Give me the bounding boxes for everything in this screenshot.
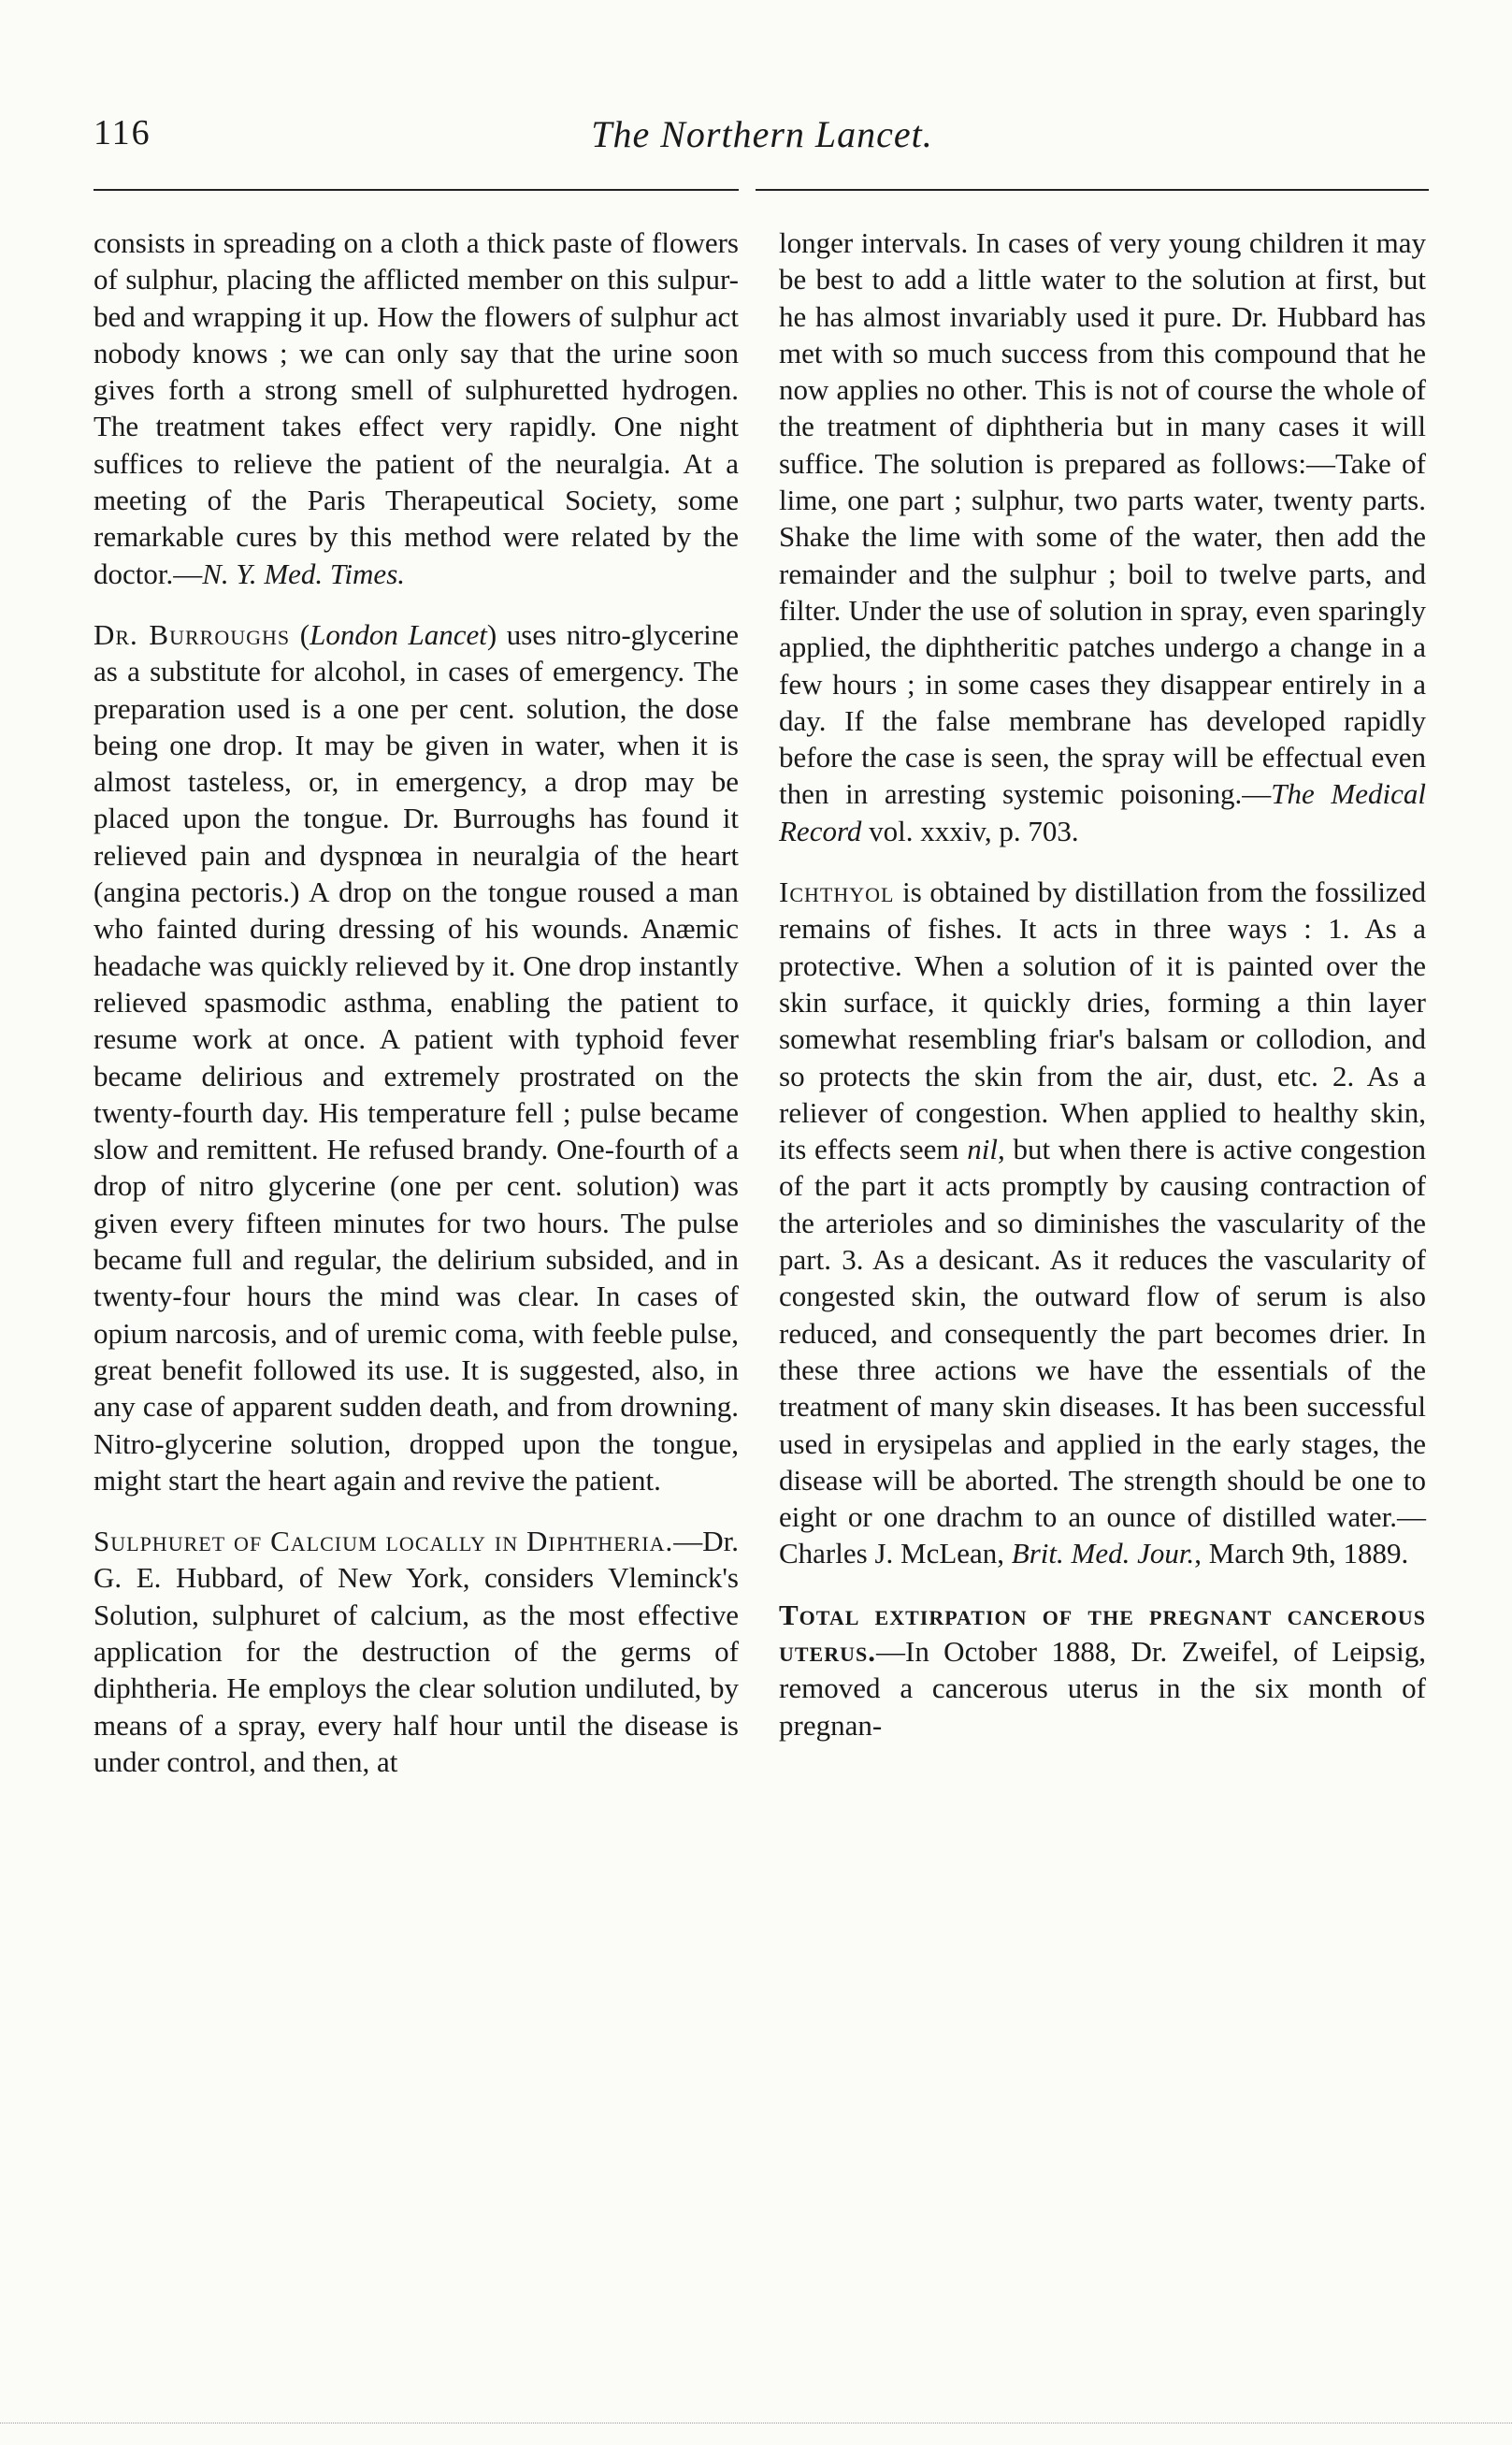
paragraph-text: consists in spreading on a cloth a thick paste of flowers of sulphur, placing the afflicted member on this sulpur-bed and wrapping it up. How the flowers of sulphur act nobody knows ; we can only say that the urine soon gives forth a strong smell of sulphuretted hydrogen. The treatment takes effect very rapidly. One night suffices to relieve the patient of the neuralgia. At a meeting of the Paris Therapeutical Society, some remarkable cures by this method were related by the doctor.—: [94, 226, 739, 590]
paragraph-text: —Dr. G. E. Hubbard, of New York, considers Vleminck's Solution, sulphuret of calcium, as the most effective application for the destruction of the germs of diphtheria. He employs the clear solution undiluted, by means of a spray, every half hour until the disease is under control, and then, at: [94, 1525, 739, 1778]
section-heading: Total extirpation of the pregnant cancerous uterus.: [779, 1598, 1426, 1668]
paragraph-lead: Dr. Burroughs: [94, 617, 291, 651]
paragraph-total-extirpation: [779, 1597, 1426, 1743]
right-column: [779, 224, 1426, 1743]
header-rule-right: [756, 189, 1429, 191]
section-heading: Sulphuret of Calcium locally in Diphtheria.: [94, 1525, 674, 1558]
paragraph-text: —In October 1888, Dr. Zweifel, of Leipsig, removed a cancerous uterus in the six month of pregnan-: [779, 1634, 1426, 1742]
paragraph-text: is obtained by distillation from the fossilized remains of fishes. It acts in three ways : 1. As a protective. When a solution of it is painted over the skin surface, it quickly dries, forming a thin layer somewhat resembling friar's balsam or collodion, and so protects the skin from the air, dust, etc. 2. As a reliever of congestion. When applied to healthy skin, its effects seem: [779, 875, 1426, 1166]
paragraph-sulphuret-calcium: [94, 1523, 739, 1780]
source-citation: Brit. Med. Jour.: [1011, 1537, 1195, 1570]
bottom-edge: [0, 2423, 1512, 2429]
paragraph-text-continued: but when there is active congestion of the part it acts promptly by causing contraction of the arterioles and so diminishes the vascularity of the part. 3. As a desicant. As it reduces the vascularity of congested skin, the outward flow of serum is also reduced, and consequently the part becomes drier. In these three actions we have the essentials of the treatment of many skin diseases. It has been successful used in erysipelas and applied in the early stages, the disease will be aborted. The strength should be one to eight or one drachm to an ounce of distilled water.—Charles J. McLean,: [779, 1133, 1427, 1570]
paragraph-lead: Ichthyol: [779, 875, 895, 909]
paragraph-ichthyol: [779, 874, 1426, 1572]
citation-tail: , March 9th, 1889.: [1194, 1537, 1409, 1570]
source-citation: N. Y. Med. Times.: [202, 557, 406, 590]
header-rule-left: [94, 189, 739, 191]
page-header: [94, 112, 1431, 168]
paragraph-text: ) uses nitro-glycerine as a substitute for alcohol, in cases of emergency. The preparation used is a one per cent. solution, the dose being one drop. It may be given in water, when it is almost tasteless, or, in emergency, a drop may be placed upon the tongue. Dr. Burroughs has found it relieved pain and dyspnœa in neuralgia of the heart (angina pectoris.) A drop on the tongue roused a man who fainted during dressing of his wounds. Anæmic headache was quickly relieved by it. One drop instantly relieved spasmodic asthma, enabling the patient to resume work at once. A patient with typhoid fever became delirious and extremely prostrated on the twenty-fourth day. His temperature fell ; pulse became slow and remittent. He refused brandy. One-fourth of a drop of nitro glycerine (one per cent. solution) was given every fifteen minutes for two hours. The pulse became full and regular, the delirium subsided, and in twenty-four hours the mind was clear. In cases of opium narcosis, and of uremic coma, with feeble pulse, great benefit followed its use. It is suggested, also, in any case of apparent sudden death, and from drowning. Nitro-glycerine solution, dropped upon the tongue, might start the heart again and revive the patient.: [94, 617, 739, 1497]
paragraph-nitro-glycerine: [94, 616, 739, 1498]
left-column: [94, 224, 739, 1780]
source-citation: London Lancet: [310, 617, 487, 651]
paragraph-sulphur-bed: [94, 224, 739, 592]
italic-word: nil,: [967, 1133, 1005, 1166]
source-citation: The Medical Record: [779, 777, 1426, 847]
paren-open: (: [290, 617, 310, 651]
paragraph-diphtheria-continued: [779, 224, 1426, 849]
page-number: 116: [94, 113, 151, 152]
paragraph-text: longer intervals. In cases of very young children it may be best to add a little water to the solution at first, but he has almost invariably used it pure. Dr. Hubbard has met with so much success from this compound that he now applies no other. This is not of course the whole of the treatment of diphtheria but in many cases it will suffice. The solution is prepared as follows:—Take of lime, one part ; sulphur, two parts water, twenty parts. Shake the lime with some of the water, then add the remainder and the sulphur ; boil to twelve parts, and filter. Under the use of solution in spray, even sparingly applied, the diphtheritic patches undergo a change in a few hours ; in some cases they disappear entirely in a day. If the false membrane has developed rapidly before the case is seen, the spray will be effectual even then in arresting systemic poisoning.—: [779, 226, 1426, 811]
citation-tail: vol. xxxiv, p. 703.: [861, 814, 1079, 847]
running-title: The Northern Lancet.: [591, 113, 933, 155]
